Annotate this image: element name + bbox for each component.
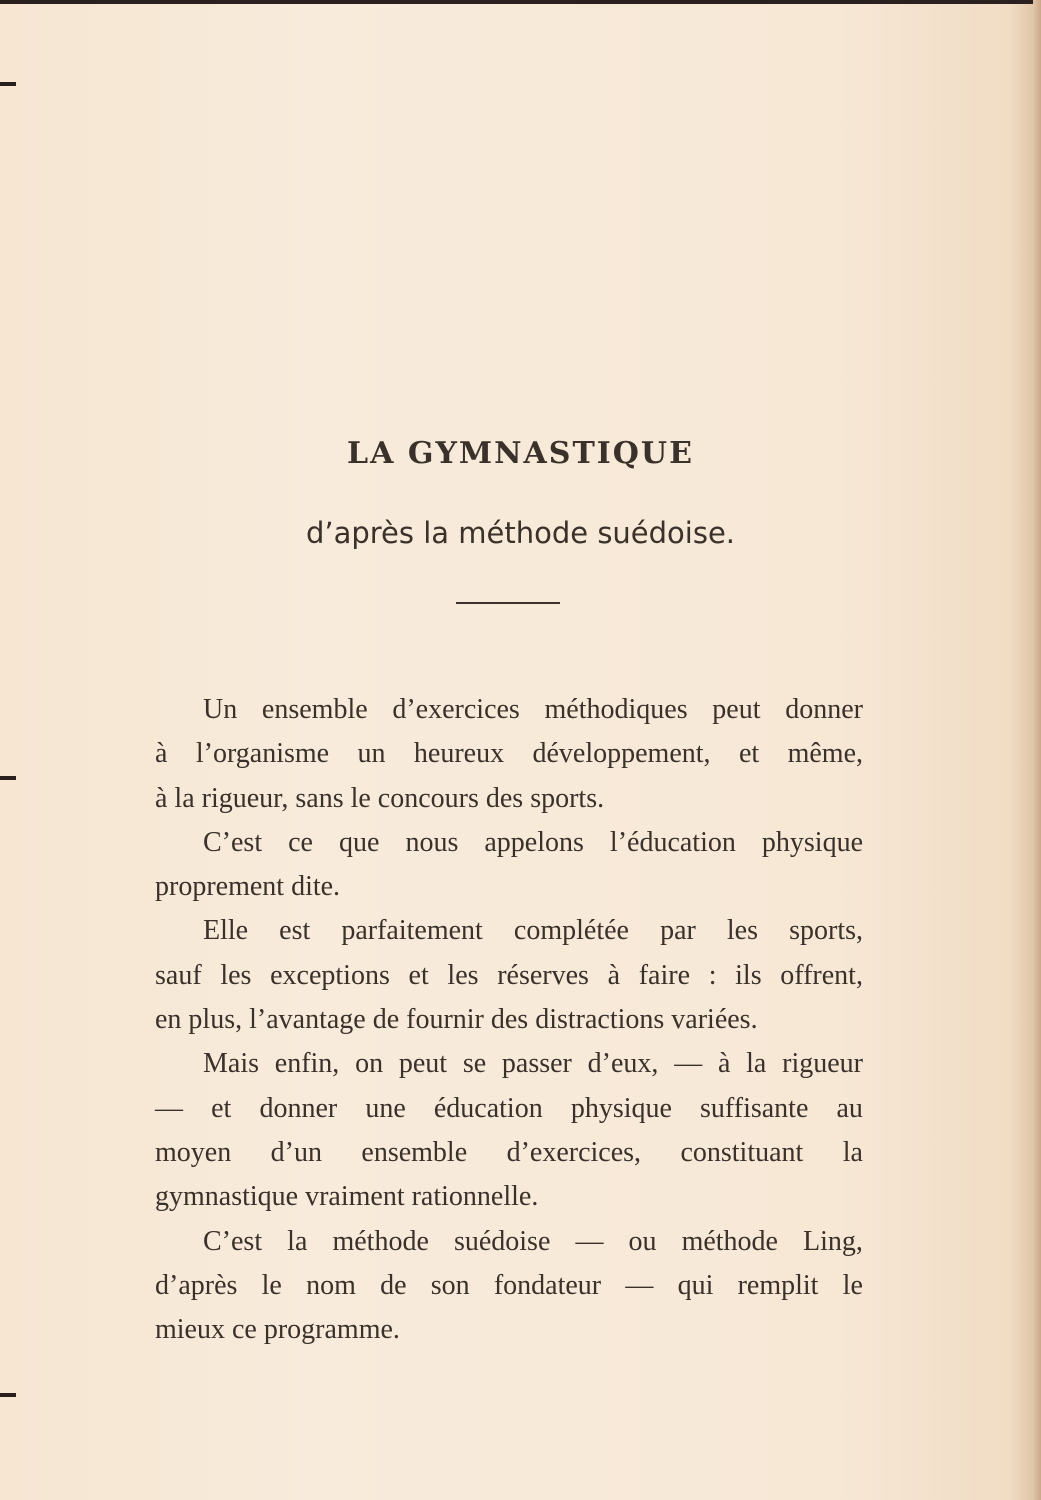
title-rule (456, 602, 560, 604)
text-line: moyen d’un ensemble d’exercices, constituant la (155, 1136, 863, 1168)
text-line: en plus, l’avantage de fournir des distractions variées. (155, 1004, 758, 1036)
text-line: — et donner une éducation physique suffisante au (155, 1092, 863, 1124)
text-line: d’après le nom de son fondateur — qui remplit le (155, 1269, 863, 1301)
text-line: Elle est parfaitement complétée par les sports, (203, 915, 863, 947)
text-line: à l’organisme un heureux développement, et même, (155, 738, 863, 770)
chapter-subtitle: d’après la méthode suédoise. (305, 516, 736, 550)
text-line: sauf les exceptions et les réserves à faire : ils offrent, (155, 959, 863, 991)
text-line: C’est la méthode suédoise — ou méthode Ling, (203, 1225, 863, 1257)
text-line: proprement dite. (155, 871, 341, 903)
body-text (155, 688, 863, 1352)
chapter-title: LA GYMNASTIQUE (347, 436, 694, 471)
scan-margin-mark (0, 776, 16, 780)
text-line: à la rigueur, sans le concours des sports. (155, 782, 605, 814)
scan-margin-mark (0, 82, 16, 86)
paragraph (155, 688, 863, 821)
page-edge (1033, 0, 1041, 1500)
paragraph (155, 1220, 863, 1353)
scan-top-border (0, 0, 1041, 4)
text-line: Mais enfin, on peut se passer d’eux, — à la rigueur (203, 1048, 863, 1080)
text-line: Un ensemble d’exercices méthodiques peut donner (203, 694, 863, 725)
text-line: mieux ce programme. (155, 1314, 400, 1346)
scan-margin-mark (0, 1393, 16, 1397)
paragraph (155, 909, 863, 1042)
text-line: C’est ce que nous appelons l’éducation physique (203, 826, 863, 858)
text-line: gymnastique vraiment rationnelle. (155, 1181, 539, 1213)
paragraph (155, 821, 863, 910)
paragraph (155, 1042, 863, 1219)
